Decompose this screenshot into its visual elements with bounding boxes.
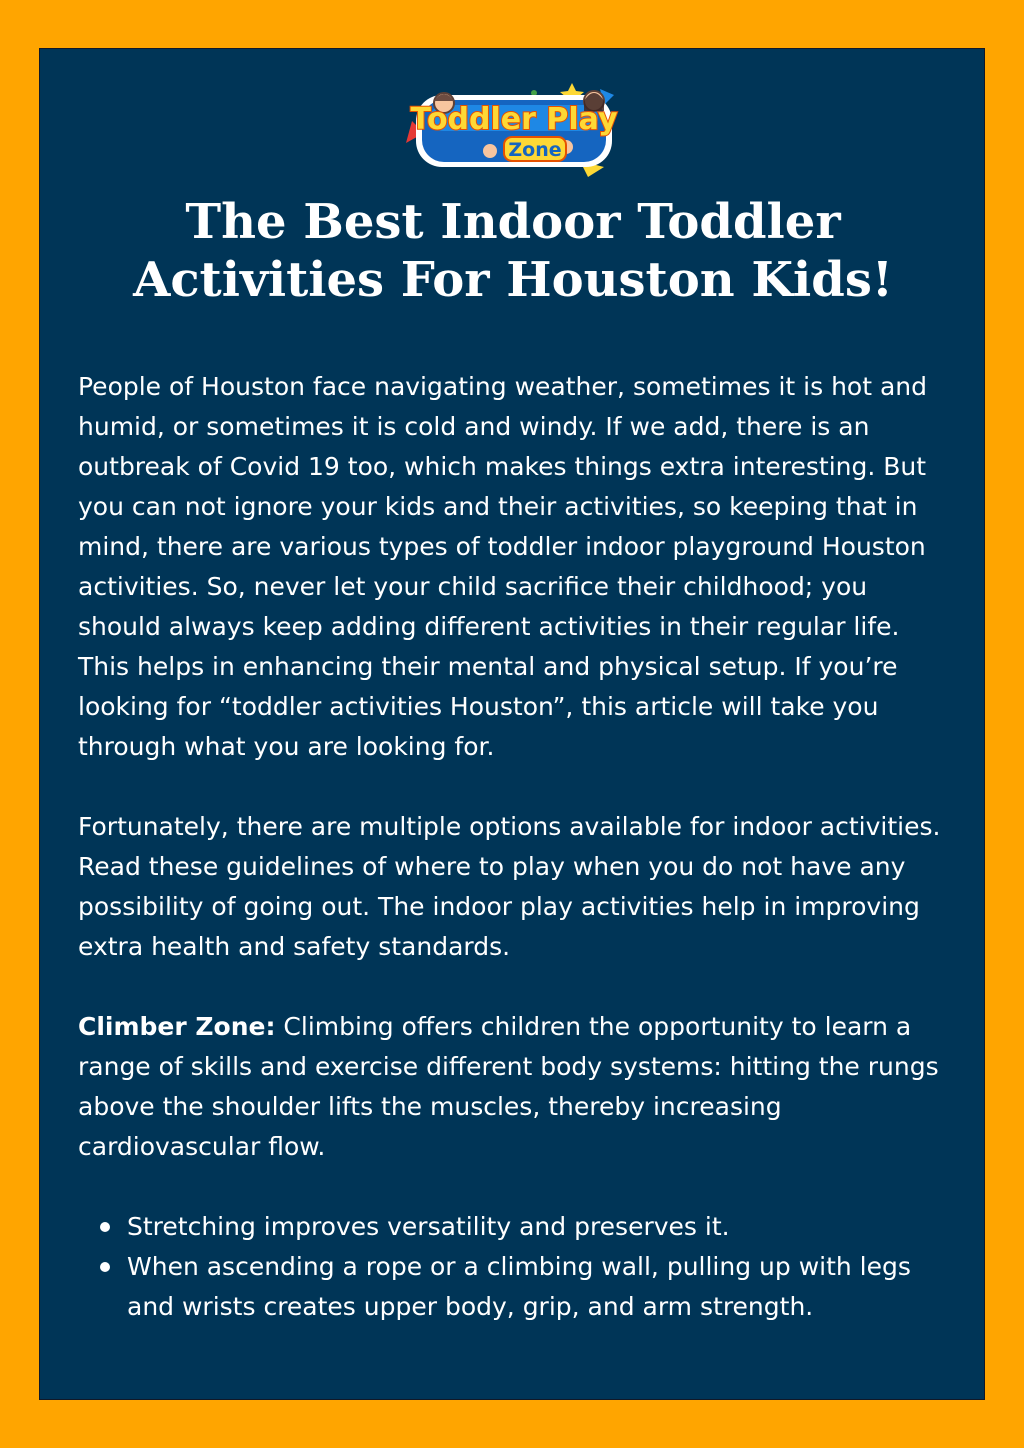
logo-text-zone: Zone xyxy=(508,139,562,161)
climber-zone-text: Climbing offers children the opportunity to learn a range of skills and exercise different body systems: hitting the rungs above the shoulder lifts the muscles, thereby increasing cardiovascular flow. xyxy=(78,1012,939,1161)
intro-paragraph: People of Houston face navigating weather, sometimes it is hot and humid, or sometimes it is cold and windy. If we add, there is an outbreak of Covid 19 too, which makes things extra interesting. But you can not ignore your kids and their activities, so keeping that in mind, there are various types of toddler indoor playground Houston activities. So, never let your child sacrifice their childhood; you should always keep adding different activities in their regular life. This helps in enhancing their mental and physical setup. If you’re looking for “toddler activities Houston”, this article will take you through what you are looking for. xyxy=(78,372,927,761)
article-body xyxy=(78,367,950,1327)
list-item: Stretching improves versatility and preserves it. xyxy=(127,1207,950,1247)
list-item: When ascending a rope or a climbing wall, pulling up with legs and wrists creates upper body, grip, and arm strength. xyxy=(127,1247,950,1327)
toddler-play-zone-logo xyxy=(404,81,622,179)
logo-text-toddler-play: Toddler Play xyxy=(410,102,618,137)
options-paragraph: Fortunately, there are multiple options available for indoor activities. Read these guidelines of where to play when you do not have any possibility of going out. The indoor play activities help in improving extra health and safety standards. xyxy=(78,812,941,961)
title-line-1: The Best Indoor Toddler xyxy=(185,194,841,250)
title-line-2: Activities For Houston Kids! xyxy=(133,252,893,308)
climber-zone-label: Climber Zone: xyxy=(78,1012,276,1041)
page-title xyxy=(40,193,986,309)
climber-zone-paragraph xyxy=(78,1007,950,1167)
benefits-list xyxy=(78,1207,950,1327)
content-panel xyxy=(39,48,985,1400)
